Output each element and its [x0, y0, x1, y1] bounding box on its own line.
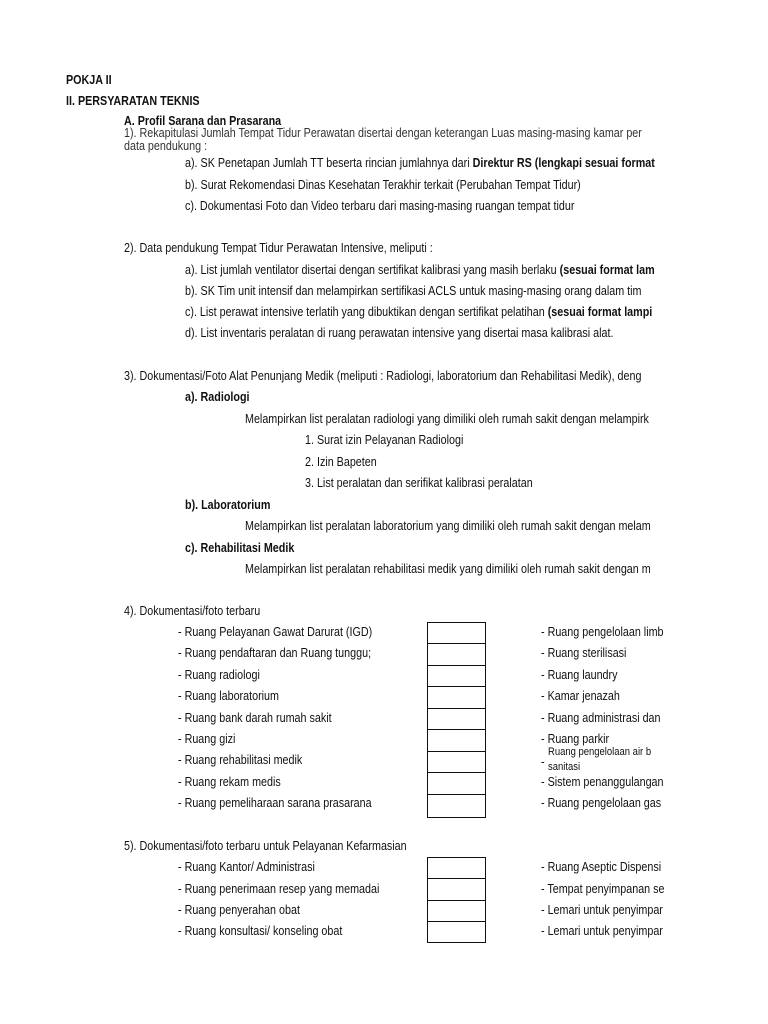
item1-a-text: a). SK Penetapan Jumlah TT beserta rincian jumlahnya dari — [185, 156, 473, 170]
item2-d: d). List inventaris peralatan di ruang perawatan intensive yang disertai masa kalibrasi alat. — [185, 326, 614, 340]
item4-right-item: - Ruang pengelolaan gas — [541, 796, 662, 810]
item1-c: c). Dokumentasi Foto dan Video terbaru dari masing-masing ruangan tempat tidur — [185, 199, 575, 213]
item1-b: b). Surat Rekomendasi Dinas Kesehatan Terakhir terkait (Perubahan Tempat Tidur) — [185, 178, 581, 192]
divider — [427, 729, 486, 730]
item3-radiologi-title: a). Radiologi — [185, 390, 250, 404]
item4-left-item: - Ruang rekam medis — [178, 775, 281, 789]
item3-title: 3). Dokumentasi/Foto Alat Penunjang Medik (meliputi : Radiologi, laboratorium dan Rehabilitasi Medik), deng — [124, 369, 642, 383]
item4-left-item: - Ruang pendaftaran dan Ruang tunggu; — [178, 646, 372, 660]
item5-left-item: - Ruang penyerahan obat — [178, 903, 300, 917]
item4-right-item: - Ruang parkir — [541, 732, 610, 746]
item1-a-bold: Direktur RS (lengkapi sesuai format — [472, 156, 655, 170]
pokja-label: POKJA II — [66, 73, 112, 87]
item2-a-bold: (sesuai format lam — [559, 263, 655, 277]
item5-left-item: - Ruang Kantor/ Administrasi — [178, 860, 315, 874]
divider — [427, 708, 486, 709]
radiologi-list-item: 2. Izin Bapeten — [305, 455, 377, 469]
item1-line1: 1). Rekapitulasi Jumlah Tempat Tidur Perawatan disertai dengan keterangan Luas masing-masing kamar per — [124, 126, 642, 140]
item4-right-item: - Ruang laundry — [541, 668, 618, 682]
item4-left-item: - Ruang bank darah rumah sakit — [178, 711, 332, 725]
item2-a — [185, 263, 671, 278]
item4-right-wrap-top: Ruang pengelolaan air b — [548, 746, 652, 758]
item4-checkbox-column — [427, 622, 486, 818]
item5-right-item: - Lemari untuk penyimpar — [541, 903, 663, 917]
item5-left-item: - Ruang penerimaan resep yang memadai — [178, 882, 380, 896]
item4-left-item: - Ruang gizi — [178, 732, 236, 746]
divider — [427, 878, 486, 879]
section-title: II. PERSYARATAN TEKNIS — [66, 94, 200, 108]
item4-right-item: - Kamar jenazah — [541, 689, 620, 703]
item2-c — [185, 305, 671, 320]
item4-left-item: - Ruang pemeliharaan sarana prasarana — [178, 796, 372, 810]
item1-a — [185, 156, 671, 171]
divider — [427, 794, 486, 795]
item5-right-item: - Tempat penyimpanan se — [541, 882, 665, 896]
item4-left-item: - Ruang rehabilitasi medik — [178, 753, 303, 767]
divider — [427, 643, 486, 644]
radiologi-list-item: 3. List peralatan dan serifikat kalibrasi peralatan — [305, 476, 533, 490]
item4-right-item: - Ruang administrasi dan — [541, 711, 661, 725]
item4-left-item: - Ruang Pelayanan Gawat Darurat (IGD) — [178, 625, 373, 639]
item5-title: 5). Dokumentasi/foto terbaru untuk Pelayanan Kefarmasian — [124, 839, 407, 853]
item2-title: 2). Data pendukung Tempat Tidur Perawatan Intensive, meliputi : — [124, 241, 433, 255]
item4-right-item: - Sistem penanggulangan — [541, 775, 664, 789]
divider — [427, 900, 486, 901]
item3-laboratorium-desc: Melampirkan list peralatan laboratorium yang dimiliki oleh rumah sakit dengan melam — [245, 519, 651, 533]
item1-line2: data pendukung : — [124, 139, 208, 153]
item5-right-item: - Ruang Aseptic Dispensi — [541, 860, 662, 874]
item5-right-item: - Lemari untuk penyimpar — [541, 924, 663, 938]
item3-radiologi-desc: Melampirkan list peralatan radiologi yang dimiliki oleh rumah sakit dengan melampirk — [245, 412, 649, 426]
item4-right-item: - Ruang sterilisasi — [541, 646, 627, 660]
radiologi-list-item: 1. Surat izin Pelayanan Radiologi — [305, 433, 464, 447]
item4-right-item: - — [541, 755, 545, 769]
item4-left-item: - Ruang laboratorium — [178, 689, 279, 703]
item5-left-item: - Ruang konsultasi/ konseling obat — [178, 924, 343, 938]
divider — [427, 751, 486, 752]
item2-b: b). SK Tim unit intensif dan melampirkan sertifikasi ACLS untuk masing-masing orang dalam tim — [185, 284, 642, 298]
item3-laboratorium-title: b). Laboratorium — [185, 498, 271, 512]
subsection-title: A. Profil Sarana dan Prasarana — [124, 114, 282, 128]
divider — [427, 772, 486, 773]
item4-right-item: - Ruang pengelolaan limb — [541, 625, 664, 639]
divider — [427, 921, 486, 922]
item2-c-bold: (sesuai format lampi — [547, 305, 653, 319]
item3-rehabilitasi-desc: Melampirkan list peralatan rehabilitasi medik yang dimiliki oleh rumah sakit dengan m — [245, 562, 651, 576]
item2-a-text: a). List jumlah ventilator disertai dengan sertifikat kalibrasi yang masih berlaku — [185, 263, 560, 277]
divider — [427, 665, 486, 666]
item2-c-text: c). List perawat intensive terlatih yang dibuktikan dengan sertifikat pelatihan — [185, 305, 548, 319]
item3-rehabilitasi-title: c). Rehabilitasi Medik — [185, 541, 295, 555]
divider — [427, 686, 486, 687]
item4-left-item: - Ruang radiologi — [178, 668, 260, 682]
item4-title: 4). Dokumentasi/foto terbaru — [124, 604, 261, 618]
item4-right-wrap-bottom: sanitasi — [548, 761, 581, 773]
